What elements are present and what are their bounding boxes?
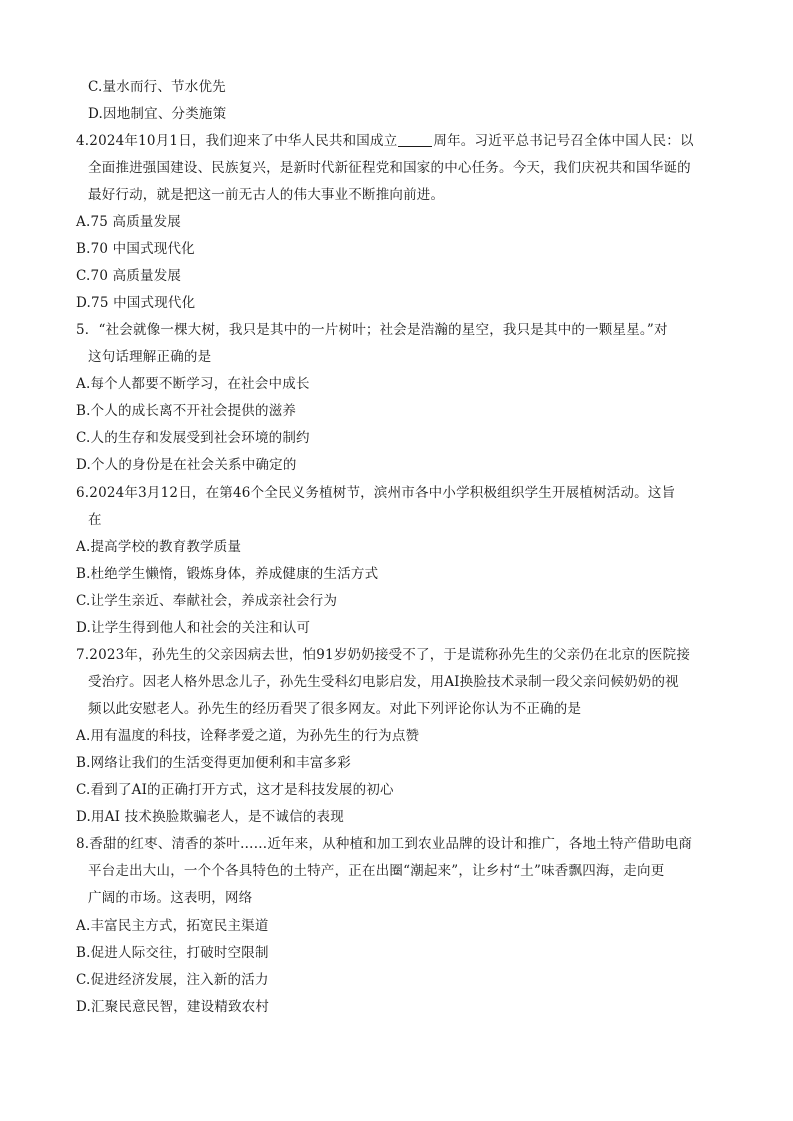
q4-option-d: D.75 中国式现代化 — [76, 295, 196, 311]
q8-option-d: D.汇聚民意民智，建设精致农村 — [76, 999, 270, 1015]
q4-stem-line-3: 最好行动，就是把这一前无古人的伟大事业不断推向前进。 — [88, 187, 445, 203]
q7-option-d: D.用AI 技术换脸欺骗老人，是不诚信的表现 — [76, 809, 344, 825]
q5-option-a: A.每个人都要不断学习，在社会中成长 — [76, 376, 310, 392]
q4-stem-line-1 — [76, 131, 694, 151]
q5-option-d: D.个人的身份是在社会关系中确定的 — [76, 457, 297, 473]
q8-option-c: C.促进经济发展，注入新的活力 — [76, 972, 269, 988]
q4-stem-part-2: 周年。习近平总书记号召全体中国人民：以 — [433, 133, 694, 149]
q4-stem-line-2: 全面推进强国建设、民族复兴，是新时代新征程党和国家的中心任务。今天，我们庆祝共和国华诞的 — [88, 160, 691, 176]
q6-stem-line-2: 在 — [88, 512, 102, 528]
q7-option-b: B.网络让我们的生活变得更加便利和丰富多彩 — [76, 755, 351, 771]
q5-stem-line-2: 这句话理解正确的是 — [88, 349, 212, 365]
q3-option-c: C.量水而行、节水优先 — [88, 79, 226, 95]
q5-stem-line-1: 5．“社会就像一棵大树，我只是其中的一片树叶；社会是浩瀚的星空，我只是其中的一颗星星。”对 — [76, 322, 668, 338]
answer-blank — [398, 132, 432, 147]
q3-option-d: D.因地制宜、分类施策 — [88, 106, 227, 122]
q6-option-d: D.让学生得到他人和社会的关注和认可 — [76, 620, 311, 636]
q4-stem-part-1: 4.2024年10月1日，我们迎来了中华人民共和国成立 — [76, 133, 398, 149]
q4-option-a: A.75 高质量发展 — [76, 214, 182, 230]
q7-option-a: A.用有温度的科技，诠释孝爱之道，为孙先生的行为点赞 — [76, 728, 420, 744]
q8-option-a: A.丰富民主方式，拓宽民主渠道 — [76, 918, 269, 934]
q8-stem-line-2: 平台走出大山，一个个各具特色的土特产，正在出圈“潮起来”，让乡村“土”味香飘四海，走向更 — [88, 863, 665, 879]
q7-stem-line-1: 7.2023年，孙先生的父亲因病去世，怕91岁奶奶接受不了，于是谎称孙先生的父亲仍在北京的医院接 — [76, 647, 691, 663]
q8-stem-line-1: 8.香甜的红枣、清香的茶叶……近年来，从种植和加工到农业品牌的设计和推广，各地土特产借助电商 — [76, 836, 693, 852]
q8-option-b: B.促进人际交往，打破时空限制 — [76, 945, 269, 961]
q5-option-c: C.人的生存和发展受到社会环境的制约 — [76, 430, 310, 446]
q7-option-c: C.看到了AI的正确打开方式，这才是科技发展的初心 — [76, 782, 394, 798]
q4-option-c: C.70 高质量发展 — [76, 268, 182, 284]
q6-option-a: A.提高学校的教育教学质量 — [76, 539, 242, 555]
q5-option-b: B.个人的成长离不开社会提供的滋养 — [76, 403, 297, 419]
q7-stem-line-3: 频以此安慰老人。孙先生的经历看哭了很多网友。对此下列评论你认为不正确的是 — [88, 701, 582, 717]
q6-option-c: C.让学生亲近、奉献社会，养成亲社会行为 — [76, 593, 338, 609]
q7-stem-line-2: 受治疗。因老人格外思念儿子，孙先生受科幻电影启发，用AI换脸技术录制一段父亲问候奶奶的视 — [88, 674, 679, 690]
q4-option-b: B.70 中国式现代化 — [76, 241, 195, 257]
q8-stem-line-3: 广阔的市场。这表明，网络 — [88, 890, 253, 906]
q6-option-b: B.杜绝学生懒惰，锻炼身体，养成健康的生活方式 — [76, 566, 379, 582]
q6-stem-line-1: 6.2024年3月12日，在第46个全民义务植树节，滨州市各中小学积极组织学生开展植树活动。这旨 — [76, 485, 676, 501]
